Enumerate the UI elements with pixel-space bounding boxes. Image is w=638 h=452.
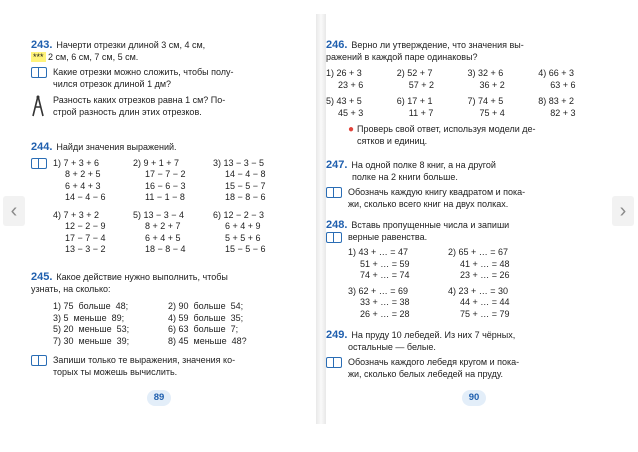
book-icon bbox=[31, 158, 53, 204]
expression-pair: 4) 66 + 3 63 + 6 bbox=[538, 68, 576, 90]
equation-grid bbox=[326, 286, 548, 321]
list-item: 2) 90 больше 54; bbox=[168, 301, 244, 311]
list-item: 5) 20 меньше 53; bbox=[53, 324, 130, 334]
expression-pair: 8) 83 + 2 82 + 3 bbox=[538, 96, 576, 118]
difficulty-badge: *** bbox=[33, 51, 44, 62]
expression-grid bbox=[53, 210, 293, 256]
task-text: Верно ли утверждение, что значения вы- bbox=[351, 40, 524, 50]
exercise-244 bbox=[31, 142, 314, 256]
expression-group: 6) 12 − 2 − 3 6 + 4 + 9 5 + 5 + 6 15 − 5 − 6 bbox=[213, 209, 266, 254]
task-text: На одной полке 8 книг, а на другой bbox=[351, 160, 496, 170]
chevron-left-icon: ‹ bbox=[10, 199, 18, 222]
expression-pairs bbox=[326, 68, 609, 91]
page-number: 90 bbox=[462, 390, 486, 406]
book-icon bbox=[326, 232, 348, 244]
equation-group: 1) 43 + … = 47 51 + … = 59 74 + … = 74 bbox=[348, 247, 410, 280]
note-text: жи, сколько белых лебедей на пруду. bbox=[348, 368, 503, 379]
expression-pair: 5) 43 + 5 45 + 3 bbox=[326, 96, 364, 118]
left-page bbox=[31, 14, 314, 424]
expression-pair: 7) 74 + 5 75 + 4 bbox=[467, 96, 505, 118]
next-page-button[interactable] bbox=[612, 196, 634, 226]
exercise-number: 244. bbox=[31, 141, 53, 153]
task-text: верные равенства. bbox=[348, 231, 428, 242]
equation-grid bbox=[326, 247, 548, 282]
note-text: Обозначь каждую книгу квадратом и пока- bbox=[348, 187, 526, 197]
task-text: полке на 2 книги больше. bbox=[352, 171, 458, 182]
task-text: На пруду 10 лебедей. Из них 7 чёрных, bbox=[351, 330, 516, 340]
exercise-number: 243. bbox=[31, 39, 53, 51]
task-text: Вставь пропущенные числа и запиши bbox=[351, 220, 510, 230]
expression-group: 4) 7 + 3 + 2 12 − 2 − 9 17 − 7 − 4 13 − 3 − 2 bbox=[53, 209, 106, 254]
note-text: жи, сколько всего книг на двух полках. bbox=[348, 198, 509, 209]
check-text: сятков и единиц. bbox=[357, 135, 428, 146]
expression-pairs bbox=[326, 96, 609, 119]
right-page bbox=[326, 14, 609, 424]
previous-page-button[interactable] bbox=[3, 196, 25, 226]
exercise-248 bbox=[326, 220, 609, 320]
list-item: 4) 59 больше 35; bbox=[168, 312, 244, 323]
page-number: 89 bbox=[147, 390, 171, 406]
expression-group: 5) 13 − 3 − 4 8 + 2 + 7 6 + 4 + 5 18 − 8 − 4 bbox=[133, 209, 186, 254]
exercise-243 bbox=[31, 40, 314, 121]
book-icon bbox=[326, 357, 348, 380]
exercise-247 bbox=[326, 160, 609, 210]
list-item: 6) 63 больше 7; bbox=[168, 324, 239, 334]
task-text: узнать, на сколько: bbox=[31, 283, 111, 294]
list-item: 3) 5 меньше 89; bbox=[53, 312, 125, 323]
task-text: 2 см, 6 см, 7 см, 5 см. bbox=[48, 51, 139, 62]
note-text: торых ты можешь вычислить. bbox=[53, 366, 178, 377]
expression-group: 1) 7 + 3 + 6 8 + 2 + 5 6 + 4 + 3 14 − 4 − 6 bbox=[53, 157, 106, 202]
book-icon bbox=[31, 355, 53, 378]
question-text: чился отрезок длиной 1 дм? bbox=[53, 78, 172, 89]
note-text: Обозначь каждого лебедя кругом и пока- bbox=[348, 357, 520, 367]
task-text: остальные — белые. bbox=[348, 341, 436, 352]
expression-pair: 3) 32 + 6 36 + 2 bbox=[467, 68, 505, 90]
expression-group: 2) 9 + 1 + 7 17 − 7 − 2 16 − 6 − 3 11 − 1 − 8 bbox=[133, 157, 186, 202]
list-item: 7) 30 меньше 39; bbox=[53, 335, 130, 346]
question-text: Какие отрезки можно сложить, чтобы полу- bbox=[53, 67, 234, 77]
list-item: 1) 75 больше 48; bbox=[53, 301, 129, 311]
expression-pair: 6) 17 + 1 11 + 7 bbox=[396, 96, 434, 118]
question-text: строй разность длин этих отрезков. bbox=[53, 106, 202, 117]
exercise-number: 249. bbox=[326, 329, 348, 341]
equation-group: 2) 65 + … = 67 41 + … = 48 23 + … = 26 bbox=[448, 247, 510, 280]
exercise-number: 245. bbox=[31, 271, 53, 283]
expression-pair: 2) 52 + 7 57 + 2 bbox=[396, 68, 435, 90]
check-text: Проверь свой ответ, используя модели де- bbox=[357, 124, 536, 134]
exercise-245 bbox=[31, 272, 314, 378]
task-text: Начерти отрезки длиной 3 см, 4 см, bbox=[56, 40, 206, 50]
task-text: ражений в каждой паре одинаковы? bbox=[326, 51, 478, 62]
book-icon bbox=[326, 187, 348, 210]
exercise-number: 248. bbox=[326, 219, 348, 231]
expression-pair: 1) 26 + 3 23 + 6 bbox=[326, 68, 364, 90]
task-text: Какое действие нужно выполнить, чтобы bbox=[56, 272, 228, 282]
compass-icon bbox=[31, 95, 53, 121]
note-text: Запиши только те выражения, значения ко- bbox=[53, 355, 236, 365]
exercise-246 bbox=[326, 40, 609, 147]
question-text: Разность каких отрезков равна 1 см? По- bbox=[53, 95, 226, 105]
book-icon bbox=[31, 67, 53, 90]
expression-group: 3) 13 − 3 − 5 14 − 4 − 8 15 − 5 − 7 18 − 8 − 6 bbox=[213, 157, 266, 202]
comparison-list bbox=[31, 301, 283, 347]
exercise-number: 246. bbox=[326, 39, 348, 51]
equation-group: 4) 23 + … = 30 44 + … = 44 75 + … = 79 bbox=[448, 285, 510, 319]
task-title: Найди значения выражений. bbox=[56, 142, 177, 152]
chevron-right-icon: › bbox=[619, 199, 627, 222]
list-item: 8) 45 меньше 48? bbox=[168, 335, 247, 346]
book-gutter bbox=[316, 14, 326, 424]
expression-grid bbox=[53, 158, 293, 204]
bullet-icon: ● bbox=[348, 124, 355, 135]
exercise-number: 247. bbox=[326, 159, 348, 171]
equation-group: 3) 62 + … = 69 33 + … = 38 26 + … = 28 bbox=[348, 285, 410, 319]
exercise-249 bbox=[326, 330, 609, 380]
